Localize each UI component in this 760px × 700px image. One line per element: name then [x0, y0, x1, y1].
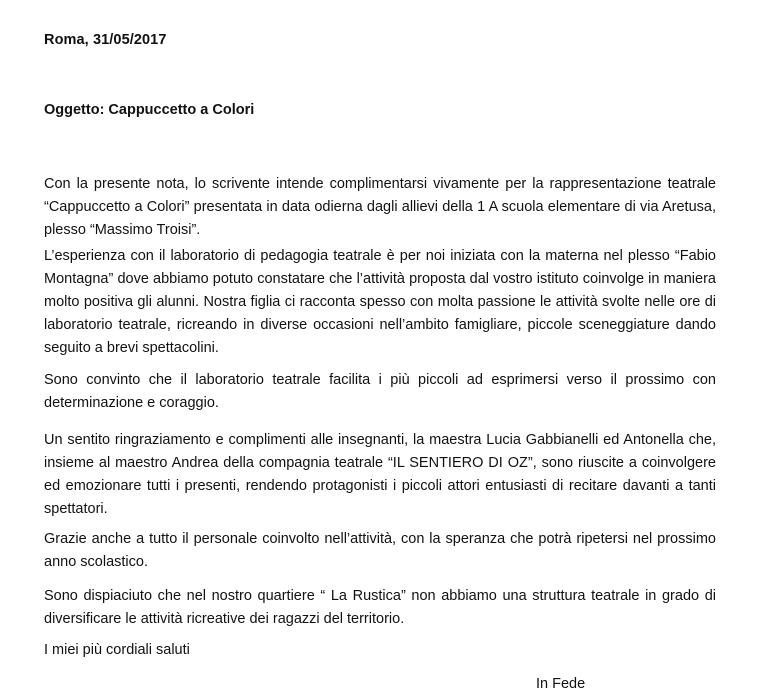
closing-greeting: I miei più cordiali saluti — [44, 642, 190, 658]
paragraph-thanks: Un sentito ringraziamento e complimenti alle insegnanti, la maestra Lucia Gabbianelli ed Antonella che, insieme al maestro Andrea della compagnia teatrale “IL SENTIERO DI OZ”, sono riuscite a coinvolgere ed emozionare tutti i presenti, rendendo protagonisti i piccoli attori entusiasti di recitare davanti a tanti spettatori. — [44, 432, 716, 517]
paragraph-regret: Sono dispiaciuto che nel nostro quartiere “ La Rustica” non abbiamo una struttura teatrale in grado di diversificare le attività ricreative dei ragazzi del territorio. — [44, 588, 716, 627]
signoff: In Fede — [536, 676, 586, 692]
paragraph-conviction: Sono convinto che il laboratorio teatrale facilita i più piccoli ad esprimersi verso il prossimo con determinazione e coraggio. — [44, 372, 716, 411]
paragraph-experience: L’esperienza con il laboratorio di pedagogia teatrale è per noi iniziata con la materna nel plesso “Fabio Montagna” dove abbiamo potuto constatare che l’attività proposta dal vostro istituto coinvolge in maniera molto positiva gli alunni. Nostra figlia ci racconta spesso con molta passione le attività svolte nelle ore di laboratorio teatrale, ricreando in diverse occasioni nell’ambito famigliare, piccole sceneggiature dando seguito a brevi spettacolini. — [44, 248, 716, 356]
subject-line: Oggetto: Cappuccetto a Colori — [44, 102, 255, 118]
paragraph-staff-thanks: Grazie anche a tutto il personale coinvolto nell’attività, con la speranza che potrà ripetersi nel prossimo anno scolastico. — [44, 531, 716, 570]
date-line: Roma, 31/05/2017 — [44, 32, 167, 48]
paragraph-compliments: Con la presente nota, lo scrivente intende complimentarsi vivamente per la rappresentazione teatrale “Cappuccetto a Colori” presentata in data odierna dagli allievi della 1 A scuola elementare di via Aretusa, plesso “Massimo Troisi”. — [44, 176, 716, 238]
